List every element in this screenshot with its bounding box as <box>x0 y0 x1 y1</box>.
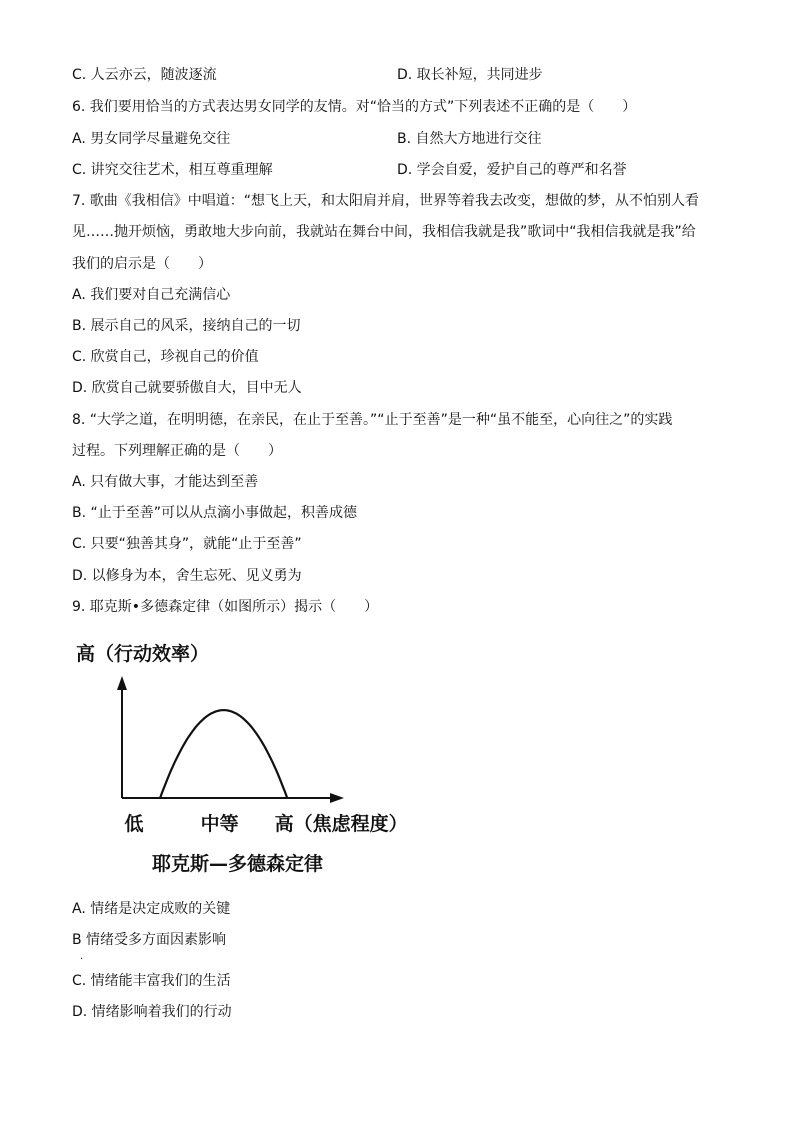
q7-stem-line-2: 见……抛开烦恼，勇敢地大步向前，我就站在舞台中间，我相信我就是我”歌词中“我相信我就是我”给 <box>72 224 696 240</box>
q7-stem-line-3: 我们的启示是（ ） <box>72 256 212 272</box>
q8-option-d: D. 以修身为本，舍生忘死、见义勇为 <box>72 568 302 584</box>
chart-x-tick-low: 低 <box>124 813 144 835</box>
q9-stem: 9. 耶克斯•多德森定律（如图所示）揭示（ ） <box>72 599 379 615</box>
yerkes-dodson-chart <box>70 636 430 886</box>
stray-dot-mark: . <box>80 951 84 962</box>
q7-option-d: D. 欣赏自己就要骄傲自大，目中无人 <box>72 380 302 396</box>
chart-curve <box>160 710 287 798</box>
q7-stem-line-1: 7. 歌曲《我相信》中唱道：“想飞上天，和太阳肩并肩，世界等着我去改变，想做的梦，从不怕别人看 <box>72 193 700 209</box>
chart-x-tick-medium: 中等 <box>200 813 239 835</box>
q9-option-a: A. 情绪是决定成败的关键 <box>72 901 231 917</box>
q5-option-d: D. 取长补短，共同进步 <box>397 67 543 83</box>
q6-option-a: A. 男女同学尽量避免交往 <box>72 131 231 147</box>
q9-option-c: C. 情绪能丰富我们的生活 <box>72 973 231 989</box>
chart-title: 耶克斯—多德森定律 <box>152 853 324 875</box>
q6-stem: 6. 我们要用恰当的方式表达男女同学的友情。对“恰当的方式”下列表述不正确的是（ ） <box>72 99 637 115</box>
chart-svg <box>70 636 430 886</box>
chart-x-axis-arrow <box>330 793 344 803</box>
chart-y-axis-label: 高（行动效率） <box>76 643 210 665</box>
q8-option-a: A. 只有做大事，才能达到至善 <box>72 474 259 490</box>
q7-option-b: B. 展示自己的风采，接纳自己的一切 <box>72 318 301 334</box>
chart-y-axis-arrow <box>117 676 127 690</box>
q8-option-b: B. “止于至善”可以从点滴小事做起，积善成德 <box>72 505 358 521</box>
q8-option-c: C. 只要“独善其身”，就能“止于至善” <box>72 536 302 552</box>
q6-option-c: C. 讲究交往艺术，相互尊重理解 <box>72 162 273 178</box>
q8-stem-line-1: 8. “大学之道，在明明德，在亲民，在止于至善。”“止于至善”是一种“虽不能至，心向往之”的实践 <box>72 412 673 428</box>
q7-option-c: C. 欣赏自己，珍视自己的价值 <box>72 349 259 365</box>
q5-option-c: C. 人云亦云，随波逐流 <box>72 67 217 83</box>
q7-option-a: A. 我们要对自己充满信心 <box>72 287 231 303</box>
q9-option-d: D. 情绪影响着我们的行动 <box>72 1004 232 1020</box>
q8-stem-line-2: 过程。下列理解正确的是（ ） <box>72 443 282 459</box>
chart-x-axis-label: 高（焦虑程度） <box>274 813 408 835</box>
q9-option-b: B 情绪受多方面因素影响 <box>72 932 227 948</box>
q6-option-b: B. 自然大方地进行交往 <box>397 131 542 147</box>
q6-option-d: D. 学会自爱，爱护自己的尊严和名誉 <box>397 162 627 178</box>
